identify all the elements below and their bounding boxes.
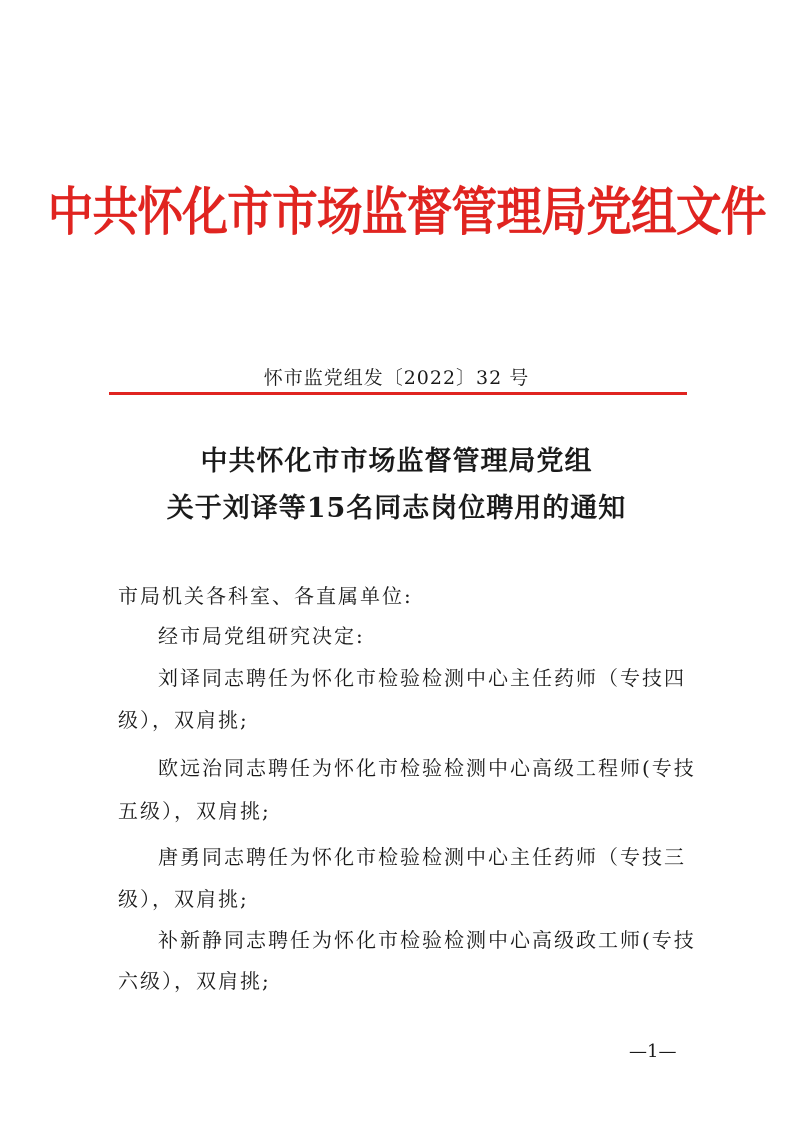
- paragraph-2-line-1: 欧远治同志聘任为怀化市检验检测中心高级工程师(专技: [158, 756, 696, 780]
- paragraph-3-line-2: 级），双肩挑;: [118, 887, 249, 911]
- paragraph-1-line-1: 刘译同志聘任为怀化市检验检测中心主任药师（专技四: [158, 666, 686, 690]
- paragraph-4-line-2: 六级），双肩挑;: [118, 969, 271, 993]
- notice-title-line-2: 关于刘译等15名同志岗位聘用的通知: [166, 493, 627, 524]
- paragraph-4-line-1: 补新静同志聘任为怀化市检验检测中心高级政工师(专技: [158, 928, 696, 952]
- recipient-line: 市局机关各科室、各直属单位:: [118, 584, 413, 608]
- paragraph-1-line-2: 级），双肩挑;: [118, 708, 249, 732]
- notice-title-line-1: 中共怀化市市场监督管理局党组: [200, 446, 593, 477]
- page-number: —1—: [629, 1041, 677, 1062]
- intro-line: 经市局党组研究决定:: [158, 624, 365, 648]
- paragraph-2-line-2: 五级），双肩挑;: [118, 799, 271, 823]
- document-header-title: 中共怀化市市场监督管理局党组文件: [47, 182, 766, 243]
- red-divider-line: [109, 392, 687, 395]
- document-number: 怀市监党组发〔2022〕32 号: [263, 367, 530, 389]
- paragraph-3-line-1: 唐勇同志聘任为怀化市检验检测中心主任药师（专技三: [158, 845, 686, 869]
